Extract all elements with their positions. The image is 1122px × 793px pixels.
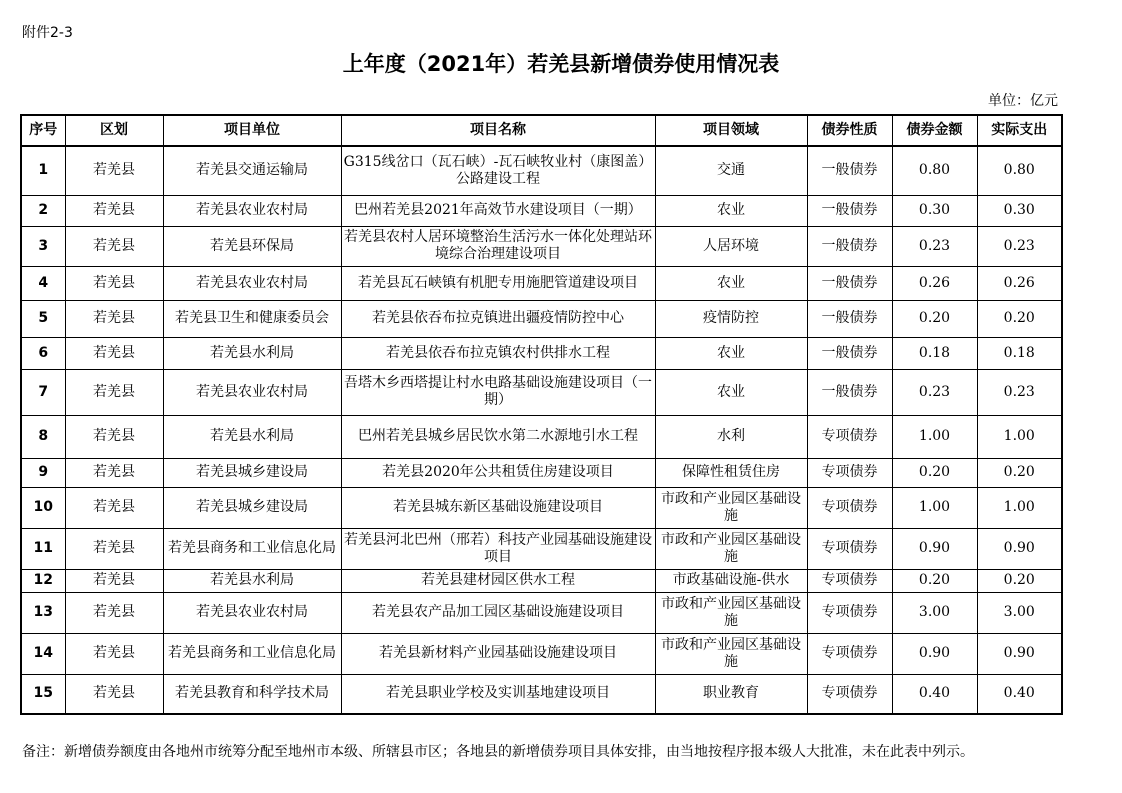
cell-seq: 2 (21, 195, 65, 226)
cell-field: 人居环境 (655, 226, 807, 266)
cell-unit: 若羌县城乡建设局 (163, 458, 341, 487)
header-unit: 项目单位 (163, 115, 341, 146)
cell-nature: 一般债券 (807, 266, 892, 300)
cell-field: 市政基础设施-供水 (655, 569, 807, 592)
cell-unit: 若羌县商务和工业信息化局 (163, 528, 341, 569)
cell-seq: 11 (21, 528, 65, 569)
cell-amount: 1.00 (892, 487, 977, 528)
cell-unit: 若羌县环保局 (163, 226, 341, 266)
cell-district: 若羌县 (65, 337, 163, 369)
cell-field: 保障性租赁住房 (655, 458, 807, 487)
header-amount: 债券金额 (892, 115, 977, 146)
cell-unit: 若羌县农业农村局 (163, 592, 341, 633)
cell-spent: 0.40 (977, 674, 1062, 714)
cell-field: 市政和产业园区基础设施 (655, 592, 807, 633)
cell-spent: 0.26 (977, 266, 1062, 300)
cell-spent: 0.80 (977, 146, 1062, 195)
cell-amount: 0.30 (892, 195, 977, 226)
cell-spent: 0.90 (977, 633, 1062, 674)
cell-project-name: 若羌县瓦石峡镇有机肥专用施肥管道建设项目 (341, 266, 655, 300)
cell-project-name: 若羌县2020年公共租赁住房建设项目 (341, 458, 655, 487)
table-row (21, 226, 1062, 266)
cell-seq: 14 (21, 633, 65, 674)
cell-amount: 0.26 (892, 266, 977, 300)
cell-spent: 0.30 (977, 195, 1062, 226)
cell-project-name: 若羌县农产品加工园区基础设施建设项目 (341, 592, 655, 633)
cell-nature: 一般债券 (807, 337, 892, 369)
cell-unit: 若羌县教育和科学技术局 (163, 674, 341, 714)
table-row (21, 369, 1062, 415)
cell-spent: 3.00 (977, 592, 1062, 633)
cell-amount: 3.00 (892, 592, 977, 633)
table-row (21, 300, 1062, 337)
table-row (21, 195, 1062, 226)
cell-district: 若羌县 (65, 300, 163, 337)
cell-spent: 0.20 (977, 300, 1062, 337)
cell-nature: 一般债券 (807, 226, 892, 266)
cell-amount: 0.80 (892, 146, 977, 195)
cell-seq: 3 (21, 226, 65, 266)
table-row (21, 569, 1062, 592)
cell-project-name: G315线岔口（瓦石峡）-瓦石峡牧业村（康图盖）公路建设工程 (341, 146, 655, 195)
cell-unit: 若羌县农业农村局 (163, 369, 341, 415)
cell-amount: 0.20 (892, 458, 977, 487)
header-field: 项目领域 (655, 115, 807, 146)
cell-nature: 一般债券 (807, 195, 892, 226)
cell-field: 市政和产业园区基础设施 (655, 528, 807, 569)
cell-amount: 0.20 (892, 300, 977, 337)
cell-nature: 一般债券 (807, 146, 892, 195)
header-project-name: 项目名称 (341, 115, 655, 146)
cell-district: 若羌县 (65, 633, 163, 674)
table-row (21, 487, 1062, 528)
cell-project-name: 若羌县依吞布拉克镇农村供排水工程 (341, 337, 655, 369)
cell-district: 若羌县 (65, 195, 163, 226)
cell-spent: 0.23 (977, 369, 1062, 415)
table-row (21, 633, 1062, 674)
cell-nature: 专项债券 (807, 569, 892, 592)
cell-seq: 9 (21, 458, 65, 487)
table-header-row (21, 115, 1062, 146)
cell-district: 若羌县 (65, 415, 163, 458)
cell-amount: 0.90 (892, 633, 977, 674)
cell-unit: 若羌县农业农村局 (163, 195, 341, 226)
cell-district: 若羌县 (65, 226, 163, 266)
cell-nature: 专项债券 (807, 674, 892, 714)
cell-project-name: 若羌县职业学校及实训基地建设项目 (341, 674, 655, 714)
table-row (21, 415, 1062, 458)
table-row (21, 528, 1062, 569)
cell-amount: 0.20 (892, 569, 977, 592)
table-row (21, 337, 1062, 369)
cell-seq: 6 (21, 337, 65, 369)
cell-district: 若羌县 (65, 674, 163, 714)
cell-project-name: 若羌县城东新区基础设施建设项目 (341, 487, 655, 528)
table-row (21, 674, 1062, 714)
cell-amount: 0.90 (892, 528, 977, 569)
cell-district: 若羌县 (65, 528, 163, 569)
cell-field: 市政和产业园区基础设施 (655, 487, 807, 528)
cell-seq: 10 (21, 487, 65, 528)
cell-project-name: 若羌县新材料产业园基础设施建设项目 (341, 633, 655, 674)
cell-nature: 专项债券 (807, 633, 892, 674)
cell-spent: 0.20 (977, 569, 1062, 592)
table-row (21, 458, 1062, 487)
cell-nature: 专项债券 (807, 592, 892, 633)
cell-unit: 若羌县水利局 (163, 337, 341, 369)
cell-nature: 一般债券 (807, 369, 892, 415)
cell-unit: 若羌县卫生和健康委员会 (163, 300, 341, 337)
header-nature: 债券性质 (807, 115, 892, 146)
table-row (21, 146, 1062, 195)
cell-field: 市政和产业园区基础设施 (655, 633, 807, 674)
cell-district: 若羌县 (65, 592, 163, 633)
cell-nature: 一般债券 (807, 300, 892, 337)
cell-field: 交通 (655, 146, 807, 195)
cell-spent: 0.18 (977, 337, 1062, 369)
unit-label: 单位：亿元 (988, 93, 1058, 109)
cell-field: 农业 (655, 337, 807, 369)
cell-district: 若羌县 (65, 266, 163, 300)
cell-field: 农业 (655, 266, 807, 300)
header-district: 区划 (65, 115, 163, 146)
cell-seq: 15 (21, 674, 65, 714)
cell-unit: 若羌县交通运输局 (163, 146, 341, 195)
cell-amount: 0.23 (892, 226, 977, 266)
cell-district: 若羌县 (65, 369, 163, 415)
cell-field: 农业 (655, 369, 807, 415)
cell-spent: 0.20 (977, 458, 1062, 487)
attachment-label: 附件2-3 (22, 25, 73, 41)
header-spent: 实际支出 (977, 115, 1062, 146)
cell-seq: 1 (21, 146, 65, 195)
cell-amount: 0.23 (892, 369, 977, 415)
cell-nature: 专项债券 (807, 415, 892, 458)
cell-project-name: 巴州若羌县2021年高效节水建设项目（一期） (341, 195, 655, 226)
header-seq: 序号 (21, 115, 65, 146)
cell-amount: 0.18 (892, 337, 977, 369)
cell-district: 若羌县 (65, 569, 163, 592)
cell-field: 职业教育 (655, 674, 807, 714)
cell-field: 农业 (655, 195, 807, 226)
cell-unit: 若羌县商务和工业信息化局 (163, 633, 341, 674)
cell-field: 水利 (655, 415, 807, 458)
cell-project-name: 若羌县河北巴州（邢若）科技产业园基础设施建设项目 (341, 528, 655, 569)
cell-nature: 专项债券 (807, 487, 892, 528)
cell-nature: 专项债券 (807, 528, 892, 569)
cell-district: 若羌县 (65, 458, 163, 487)
cell-project-name: 若羌县依吞布拉克镇进出疆疫情防控中心 (341, 300, 655, 337)
cell-unit: 若羌县水利局 (163, 415, 341, 458)
cell-unit: 若羌县水利局 (163, 569, 341, 592)
cell-amount: 1.00 (892, 415, 977, 458)
cell-field: 疫情防控 (655, 300, 807, 337)
cell-spent: 0.23 (977, 226, 1062, 266)
table-row (21, 266, 1062, 300)
cell-spent: 1.00 (977, 415, 1062, 458)
page-title: 上年度（2021年）若羌县新增债券使用情况表 (342, 52, 780, 76)
cell-project-name: 若羌县农村人居环境整治生活污水一体化处理站环境综合治理建设项目 (341, 226, 655, 266)
cell-seq: 8 (21, 415, 65, 458)
cell-project-name: 吾塔木乡西塔提让村水电路基础设施建设项目（一期） (341, 369, 655, 415)
cell-seq: 4 (21, 266, 65, 300)
footnote: 备注：新增债券额度由各地州市统筹分配至地州市本级、所辖县市区；各地县的新增债券项目具体安排，由当地按程序报本级人大批准，未在此表中列示。 (22, 744, 974, 760)
cell-seq: 12 (21, 569, 65, 592)
cell-seq: 5 (21, 300, 65, 337)
cell-nature: 专项债券 (807, 458, 892, 487)
cell-project-name: 巴州若羌县城乡居民饮水第二水源地引水工程 (341, 415, 655, 458)
cell-spent: 1.00 (977, 487, 1062, 528)
cell-seq: 7 (21, 369, 65, 415)
bond-usage-table (20, 114, 1063, 715)
cell-project-name: 若羌县建材园区供水工程 (341, 569, 655, 592)
cell-district: 若羌县 (65, 146, 163, 195)
cell-unit: 若羌县城乡建设局 (163, 487, 341, 528)
cell-spent: 0.90 (977, 528, 1062, 569)
cell-seq: 13 (21, 592, 65, 633)
table-row (21, 592, 1062, 633)
cell-unit: 若羌县农业农村局 (163, 266, 341, 300)
cell-amount: 0.40 (892, 674, 977, 714)
cell-district: 若羌县 (65, 487, 163, 528)
